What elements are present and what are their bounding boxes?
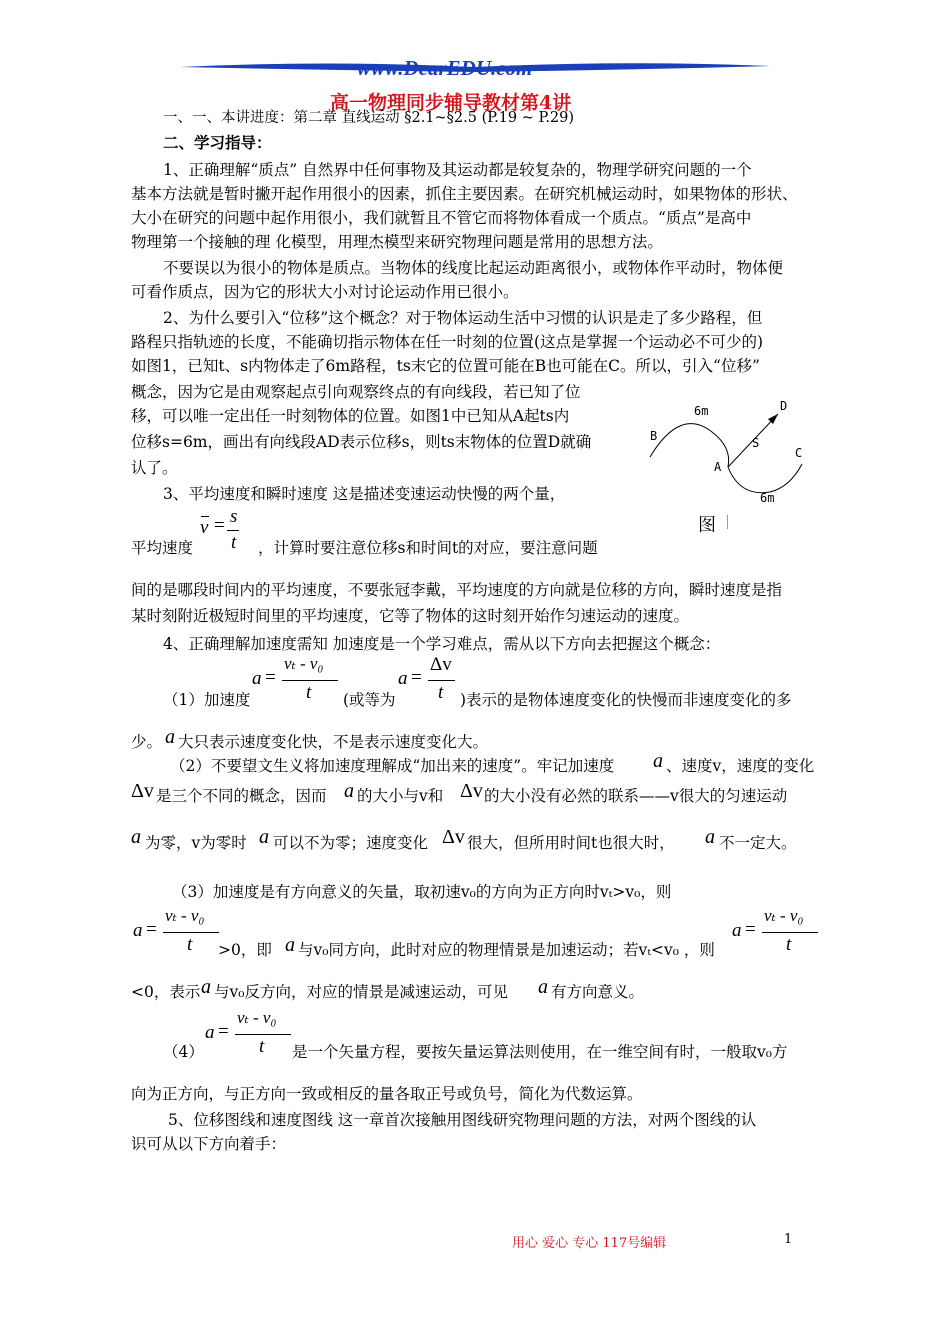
- para-line: 、速度v，速度的变化: [666, 757, 815, 775]
- para-line: 认了。: [131, 459, 178, 477]
- path-curve-c: [728, 464, 802, 493]
- displacement-figure: [640, 392, 820, 517]
- symbol-dv: Δv: [131, 780, 154, 802]
- para-line: 向为正方向，与正方向一致或相反的量各取正号或负号，简化为代数运算。: [131, 1085, 643, 1103]
- para-line: 概念，因为它是由观察起点引向观察终点的有向线段，若已知了位: [131, 383, 581, 401]
- para-line: 的大小与v和: [357, 787, 444, 805]
- para-line: 不要误以为很小的物体是质点。当物体的线度比起运动距离很小，或物体作平动时，物体便: [163, 259, 784, 277]
- para-line: 有方向意义。: [551, 983, 645, 1001]
- para-line: 大只表示速度变化快，不是表示速度变化大。: [178, 733, 489, 751]
- para-line: 5、位移图线和速度图线 这一章首次接触用图线研究物理问题的方法，对两个图线的认: [168, 1111, 757, 1129]
- symbol-a: a: [344, 780, 354, 802]
- symbol-a: a: [131, 826, 141, 848]
- para-line: 3、平均速度和瞬时速度 这是描述变速运动快慢的两个量，: [163, 485, 566, 503]
- para-line: >0，即: [218, 941, 272, 959]
- figure-caption: 图: [698, 515, 716, 536]
- figure-label-A: A: [714, 460, 722, 474]
- para-line: 少。: [131, 733, 163, 751]
- para-line: <0，表示: [131, 983, 201, 1001]
- para-line: 移，可以唯一定出任一时刻物体的位置。如图1中已知从A起ts内: [131, 407, 570, 425]
- figure-label-C: C: [795, 446, 803, 460]
- symbol-dv: Δv: [442, 826, 465, 848]
- footer-text: 用心 爱心 专心 117号编辑: [512, 1236, 667, 1251]
- caption-cursor: [727, 515, 728, 529]
- accel-formula-2: a = Δv t: [398, 654, 458, 704]
- accel-formula-1: a = vₜ - v₀ t: [252, 654, 342, 704]
- para-line: 2、为什么要引入“位移”这个概念？对于物体运动生活中习惯的认识是走了多少路程，但: [163, 309, 763, 327]
- para-line: 基本方法就是暂时撇开起作用很小的因素，抓住主要因素。在研究机械运动时，如果物体的形状、: [131, 185, 798, 203]
- accel-formula-5: a = vₜ - v₀ t: [205, 1008, 295, 1058]
- para-line: 某时刻附近极短时间里的平均速度，它等了物体的这时刻开始作匀速运动的速度。: [131, 607, 690, 625]
- symbol-a: a: [259, 826, 269, 848]
- para-line: 位移s=6m，画出有向线段AD表示位移s，则ts末物体的位置D就确: [131, 433, 592, 451]
- para-line: 如图1，已知t、s内物体走了6m路程，ts末它的位置可能在B也可能在C。所以，引入“位移”: [131, 357, 760, 375]
- page-number: 1: [784, 1232, 793, 1247]
- site-url[interactable]: www.DearEDU.com: [357, 56, 533, 80]
- accel-formula-3: a = vₜ - v₀ t: [133, 906, 223, 956]
- para-line: 平均速度: [131, 539, 194, 557]
- figure-label-6m-top: 6m: [694, 404, 709, 418]
- para-line: ，计算时要注意位移s和时间t的对应，要注意问题: [258, 539, 598, 557]
- para-line: 与v₀同方向，此时对应的物理情景是加速运动；若vₜ<v₀ ，则: [298, 941, 715, 959]
- para-line: 不一定大。: [719, 834, 797, 852]
- para-line: 识可从以下方向着手：: [131, 1135, 287, 1153]
- para-line: 可以不为零；速度变化: [273, 834, 429, 852]
- section-heading: 二、学习指导：: [163, 133, 272, 152]
- para-line: 的大小没有必然的联系——v很大的匀速运动: [484, 787, 788, 805]
- figure-label-B: B: [650, 429, 658, 443]
- para-line: （4）: [163, 1043, 204, 1061]
- para-line: 为零，v为零时: [145, 834, 247, 852]
- symbol-a: a: [705, 826, 715, 848]
- para-line: 与v₀反方向，对应的情景是减速运动，可见: [214, 983, 508, 1001]
- figure-label-D: D: [780, 399, 788, 413]
- symbol-a: a: [653, 750, 663, 772]
- para-line: 是三个不同的概念，因而: [156, 787, 327, 805]
- para-line: 物理第一个接触的理 化模型，用理杰模型来研究物理问题是常用的思想方法。: [131, 233, 663, 251]
- para-line: (或等为: [343, 691, 396, 709]
- para-line: （2）不要望文生义将加速度理解成“加出来的速度”。牢记加速度: [170, 757, 615, 775]
- para-line: 可看作质点，因为它的形状大小对讨论运动作用已很小。: [131, 283, 519, 301]
- para-line: 大小在研究的问题中起作用很小，我们就暂且不管它而将物体看成一个质点。“质点”是高中: [131, 209, 752, 227]
- para-line: 是一个矢量方程，要按矢量运算法则使用，在一维空间有时，一般取v₀方: [292, 1043, 788, 1061]
- avg-velocity-formula: v = s t: [200, 506, 238, 553]
- para-line: 1、正确理解“质点” 自然界中任何事物及其运动都是较复杂的，物理学研究问题的一个: [163, 161, 752, 179]
- progress-line: 一、一、本讲进度：第二章 直线运动 §2.1~§2.5 (P.19 ~ P.29): [163, 110, 575, 126]
- symbol-a: a: [165, 726, 175, 748]
- accel-formula-4: a = vₜ - v₀ t: [732, 906, 822, 956]
- symbol-a: a: [201, 976, 211, 998]
- para-line: 路程只指轨迹的长度，不能确切指示物体在任一时刻的位置(这点是掌握一个运动必不可少的): [131, 333, 764, 351]
- symbol-a: a: [285, 934, 295, 956]
- symbol-dv: Δv: [460, 780, 483, 802]
- para-line: )表示的是物体速度变化的快慢而非速度变化的多: [460, 691, 792, 709]
- para-line: （1）加速度: [163, 691, 251, 709]
- para-line: 间的是哪段时间内的平均速度，不要张冠李戴，平均速度的方向就是位移的方向，瞬时速度是指: [131, 581, 783, 599]
- symbol-a: a: [538, 976, 548, 998]
- para-line: 很大，但所用时间t也很大时，: [467, 834, 675, 852]
- figure-label-6m-bottom: 6m: [760, 491, 775, 505]
- figure-label-S: S: [752, 436, 760, 450]
- para-line: （3）加速度是有方向意义的矢量，取初速v₀的方向为正方向时vₜ>v₀，则: [172, 883, 672, 901]
- para-line: 4、正确理解加速度需知 加速度是一个学习难点，需从以下方向去把握这个概念：: [163, 635, 721, 653]
- page-title: 高一物理同步辅导教材第4讲: [330, 92, 572, 114]
